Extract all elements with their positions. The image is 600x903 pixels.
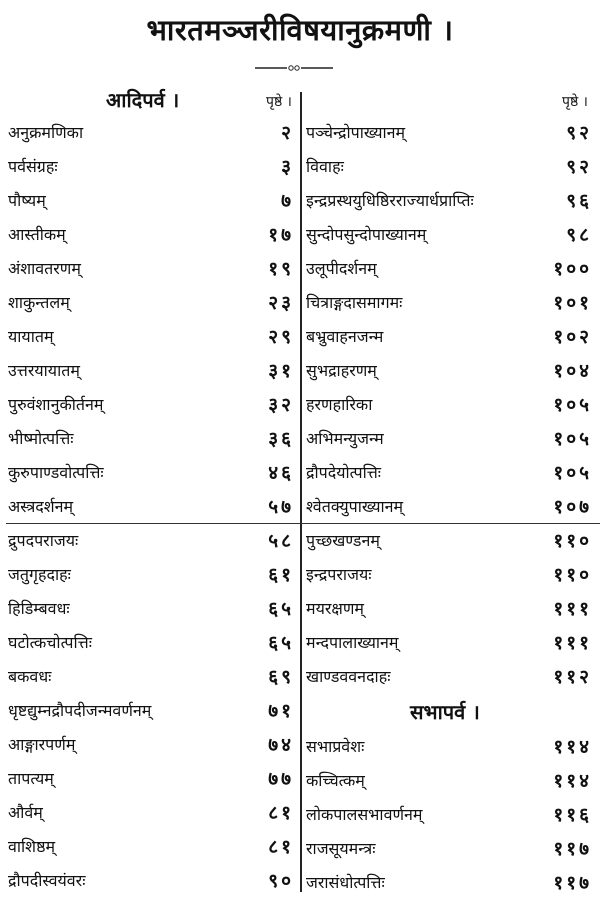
toc-entry: [6, 762, 302, 796]
entry-page-number: १००: [553, 258, 592, 280]
entry-title: अंशावतरणम्: [8, 259, 81, 278]
page-column-header: पृष्ठे ।: [266, 94, 292, 110]
toc-entry: [6, 796, 302, 830]
toc-entry: [6, 116, 302, 150]
entry-page-number: ११६: [553, 804, 592, 826]
toc-entry: [6, 626, 302, 660]
toc-entry: [304, 184, 600, 218]
entry-page-number: ४६: [268, 462, 294, 484]
toc-entry: [6, 320, 302, 354]
toc-entry: [304, 798, 600, 832]
entry-page-number: ७१: [268, 700, 294, 722]
toc-entry: [304, 286, 600, 320]
toc-entry: [6, 490, 302, 524]
entry-page-number: ८१: [268, 802, 294, 824]
toc-entry: [304, 218, 600, 252]
section-title-sabhaparva: सभापर्व ।: [410, 700, 480, 724]
entry-title: घटोत्कचोत्पत्तिः: [8, 633, 92, 652]
toc-entry: [304, 252, 600, 286]
toc-entry: [6, 252, 302, 286]
entry-page-number: ११२: [553, 666, 592, 688]
entry-page-number: ८१: [268, 836, 294, 858]
toc-entry: [304, 422, 600, 456]
entry-page-number: ७: [281, 190, 294, 212]
entry-page-number: १०२: [553, 326, 592, 348]
entry-title: हिडिम्बवधः: [8, 599, 70, 618]
entry-title: भीष्मोत्पत्तिः: [8, 429, 74, 448]
toc-entry: [304, 660, 600, 694]
left-entry-list: [6, 116, 302, 898]
entry-page-number: १०५: [553, 428, 592, 450]
right-column: [304, 86, 600, 900]
entry-title: अभिमन्युजन्म: [306, 429, 384, 448]
entry-page-number: ५७: [268, 496, 294, 518]
section-title-adiparva: आदिपर्व ।: [106, 88, 180, 112]
entry-title: बकवधः: [8, 667, 52, 686]
entry-title: द्रुपदपराजयः: [8, 531, 79, 550]
entry-page-number: १९: [268, 258, 294, 280]
entry-page-number: ९८: [566, 224, 592, 246]
entry-page-number: ६५: [268, 598, 294, 620]
entry-page-number: ६९: [268, 666, 294, 688]
toc-entry: [304, 866, 600, 900]
toc-entry: [304, 592, 600, 626]
entry-title: इन्द्रप्रस्थयुधिष्ठिरराज्यार्धप्राप्तिः: [306, 191, 474, 210]
entry-page-number: ११४: [553, 770, 592, 792]
page-title: भारतमञ्जरीविषयानुक्रमणी ।: [146, 13, 454, 47]
entry-title: कुरुपाण्डवोत्पत्तिः: [8, 463, 104, 482]
entry-title: पुरुवंशानुकीर्तनम्: [8, 395, 104, 414]
entry-page-number: २३: [268, 292, 294, 314]
toc-entry: [304, 626, 600, 660]
toc-entry: [6, 558, 302, 592]
entry-page-number: १०१: [553, 292, 592, 314]
entry-title: आस्तीकम्: [8, 225, 66, 244]
entry-title: पुच्छखण्डनम्: [306, 531, 380, 550]
entry-page-number: १११: [553, 632, 592, 654]
entry-page-number: ११०: [553, 564, 592, 586]
entry-title: मन्दपालाख्यानम्: [306, 633, 399, 652]
entry-page-number: ३: [281, 156, 294, 178]
entry-title: अस्त्रदर्शनम्: [8, 497, 74, 516]
entry-title: जरासंधोत्पत्तिः: [306, 873, 385, 892]
entry-title: राजसूयमन्त्रः: [306, 839, 376, 858]
toc-entry: [6, 286, 302, 320]
entry-page-number: १०५: [553, 394, 592, 416]
toc-entry: [304, 388, 600, 422]
toc-entry: [6, 456, 302, 490]
entry-title: तापत्यम्: [8, 769, 54, 788]
toc-entry: [6, 150, 302, 184]
entry-title: और्वम्: [8, 803, 43, 822]
entry-page-number: ७७: [268, 768, 294, 790]
entry-page-number: ९०: [268, 870, 294, 892]
toc-entry: [304, 320, 600, 354]
entry-title: जतुगृहदाहः: [8, 565, 71, 584]
entry-title: यायातम्: [8, 327, 54, 346]
entry-page-number: १११: [553, 598, 592, 620]
entry-title: लोकपालसभावर्णनम्: [306, 805, 423, 824]
entry-page-number: ३१: [268, 360, 294, 382]
entry-title: मयरक्षणम्: [306, 599, 365, 618]
toc-entry: [6, 524, 302, 558]
toc-entry: [6, 830, 302, 864]
entry-page-number: ३६: [268, 428, 294, 450]
entry-title: पौष्यम्: [8, 191, 46, 210]
entry-title: आङ्गारपर्णम्: [8, 735, 76, 754]
entry-title: वाशिष्ठम्: [8, 837, 56, 856]
toc-entry: [6, 354, 302, 388]
entry-title: अनुक्रमणिका: [8, 123, 84, 142]
entry-page-number: ३२: [268, 394, 294, 416]
toc-entry: [6, 660, 302, 694]
entry-title: द्रौपदेयोत्पत्तिः: [306, 463, 382, 482]
entry-title: विवाहः: [306, 157, 344, 176]
toc-entry: [304, 456, 600, 490]
toc-entry: [6, 864, 302, 898]
page-column-header: पृष्ठे ।: [562, 94, 588, 110]
toc-entry: [6, 694, 302, 728]
right-entry-list: [304, 116, 600, 694]
entry-title: चित्राङ्गदासमागमः: [306, 293, 403, 312]
entry-page-number: ११७: [553, 872, 592, 894]
toc-entry: [6, 388, 302, 422]
toc-entry: [6, 218, 302, 252]
toc-entry: [304, 832, 600, 866]
entry-page-number: ६१: [268, 564, 294, 586]
entry-page-number: ९२: [566, 122, 592, 144]
entry-title: बभ्रुवाहनजन्म: [306, 327, 384, 346]
toc-entry: [304, 150, 600, 184]
entry-title: शाकुन्तलम्: [8, 293, 70, 312]
entry-title: सुन्दोपसुन्दोपाख्यानम्: [306, 225, 427, 244]
entry-page-number: ९२: [566, 156, 592, 178]
entry-page-number: २: [281, 122, 294, 144]
title-ornament: [255, 62, 333, 74]
entry-page-number: १०४: [553, 360, 592, 382]
entry-title: सभाप्रवेशः: [306, 737, 365, 756]
toc-entry: [6, 184, 302, 218]
entry-title: श्वेतक्युपाख्यानम्: [306, 497, 404, 516]
entry-page-number: ११०: [553, 530, 592, 552]
entry-page-number: ११७: [553, 838, 592, 860]
entry-page-number: ५८: [268, 530, 294, 552]
toc-entry: [304, 490, 600, 524]
toc-entry: [304, 116, 600, 150]
toc-entry: [304, 524, 600, 558]
toc-entry: [6, 422, 302, 456]
entry-title: पर्वसंग्रहः: [8, 157, 58, 176]
toc-entry: [304, 764, 600, 798]
toc-entry: [6, 592, 302, 626]
entry-title: पञ्चेन्द्रोपाख्यानम्: [306, 123, 406, 142]
entry-page-number: १७: [268, 224, 294, 246]
left-column: [6, 86, 302, 898]
entry-page-number: ९६: [566, 190, 592, 212]
entry-page-number: ६५: [268, 632, 294, 654]
toc-entry: [304, 730, 600, 764]
entry-title: सुभद्राहरणम्: [306, 361, 377, 380]
entry-title: खाण्डववनदाहः: [306, 667, 391, 686]
entry-page-number: १०७: [553, 496, 592, 518]
entry-page-number: ७४: [268, 734, 294, 756]
entry-page-number: २९: [268, 326, 294, 348]
entry-page-number: १०५: [553, 462, 592, 484]
toc-entry: [6, 728, 302, 762]
entry-title: धृष्टद्युम्नद्रौपदीजन्मवर्णनम्: [8, 701, 152, 720]
entry-title: उलूपीदर्शनम्: [306, 259, 377, 278]
entry-title: इन्द्रपराजयः: [306, 565, 372, 584]
entry-page-number: ११४: [553, 736, 592, 758]
entry-title: कच्चित्कम्: [306, 771, 365, 790]
entry-title: उत्तरयायातम्: [8, 361, 80, 380]
entry-title: हरणहारिका: [306, 395, 373, 414]
right-entry-list-sabha: [304, 730, 600, 900]
toc-entry: [304, 558, 600, 592]
toc-entry: [304, 354, 600, 388]
entry-title: द्रौपदीस्वयंवरः: [8, 871, 86, 890]
